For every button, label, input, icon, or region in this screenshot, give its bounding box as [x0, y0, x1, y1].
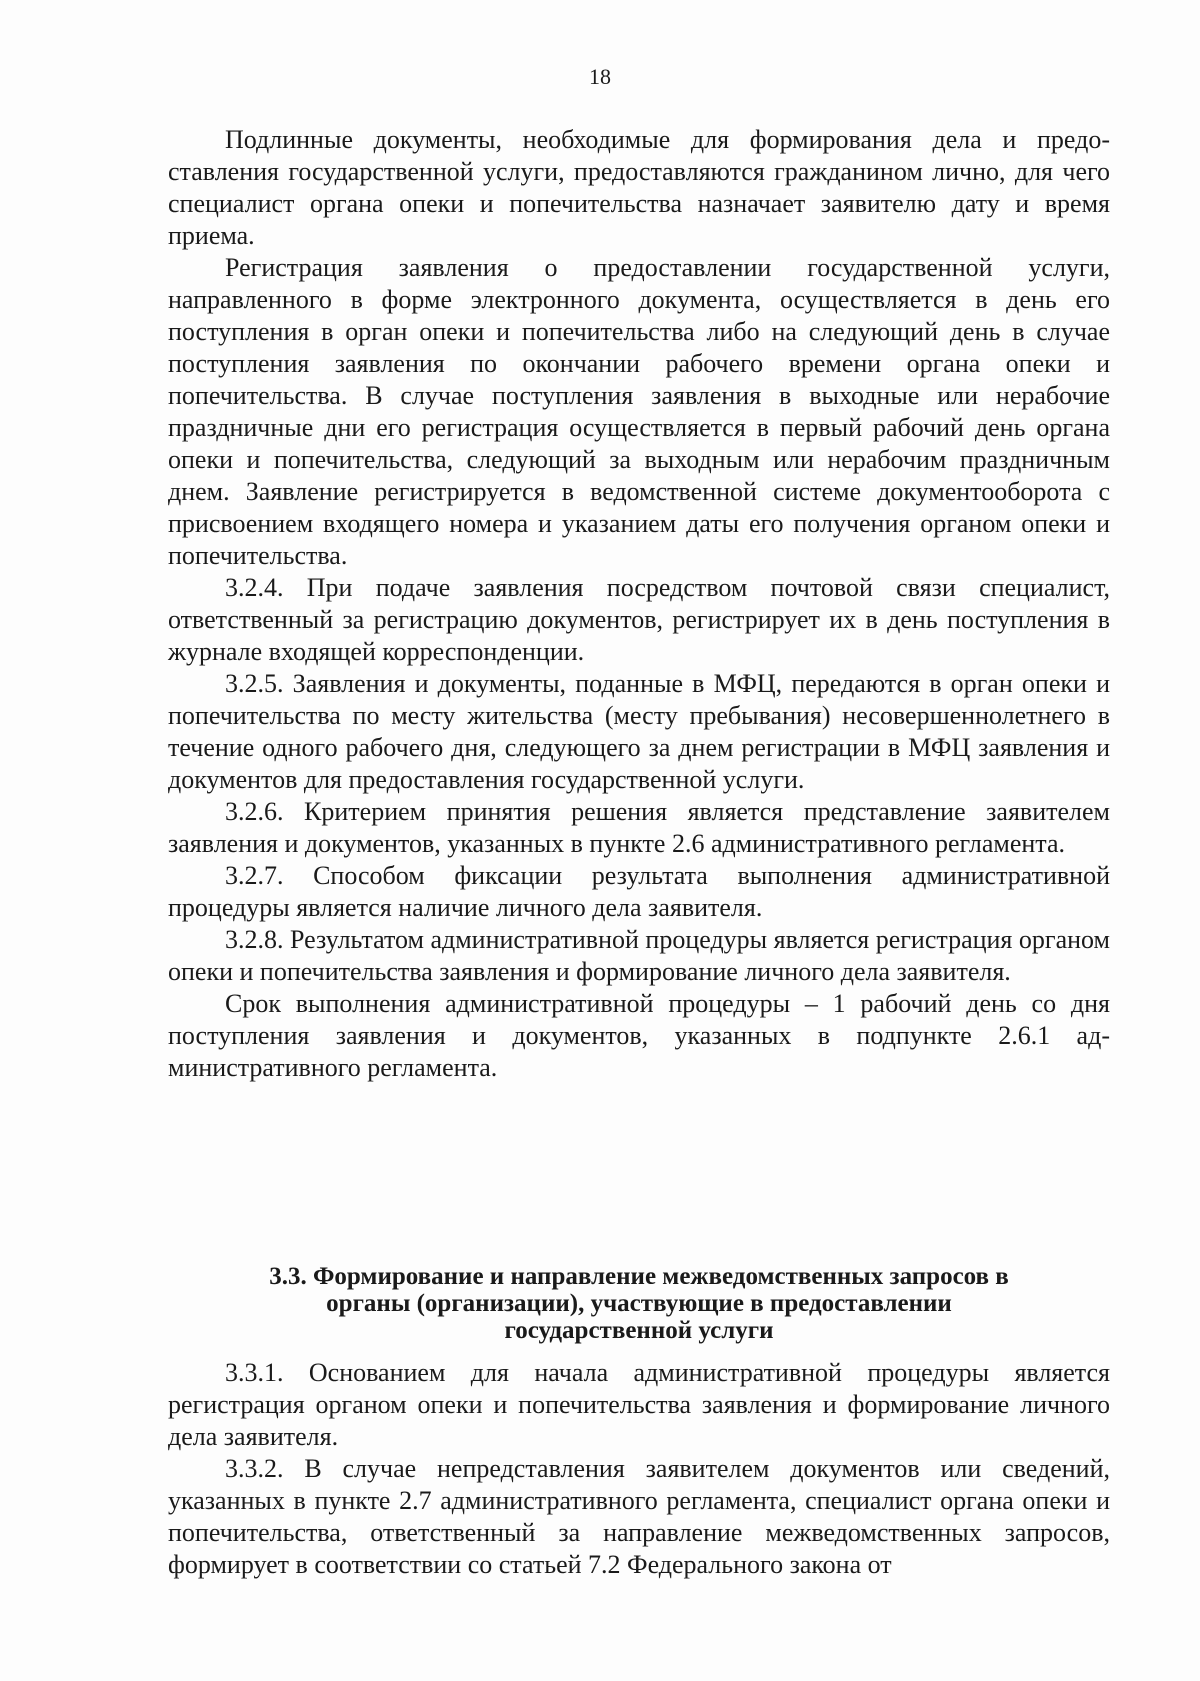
section-heading-line: органы (организации), участвующие в предоставлении	[326, 1290, 952, 1317]
body-text	[168, 124, 1110, 1084]
paragraph-3-3-1: 3.3.1. Основанием для начала административной процедуры является регистрация органом опеки и попечительства заявления и формирование личного дела заявителя.	[168, 1358, 1110, 1451]
section-heading-3-3	[168, 1263, 1110, 1344]
section-heading-line: государственной услуги	[504, 1317, 774, 1344]
paragraph-deadline: Срок выполнения административной процедуры – 1 рабочий день со дня поступления заявления и документов, указанных в подпункте 2.6.1 административного регламента.	[168, 989, 1110, 1082]
paragraph-3-2-4: 3.2.4. При подаче заявления посредством почтовой связи специалист, ответственный за регистрацию документов, регистрирует их в день поступления в журнале входящей корреспонденции.	[168, 573, 1110, 666]
page-number: 18	[589, 64, 611, 89]
paragraph-original-documents: Подлинные документы, необходимые для формирования дела и предоставления государственной услуги, предоставляются гражданином лично, для чего специалист органа опеки и попечительства назначает заявителю дату и время приема.	[168, 125, 1110, 250]
paragraph-3-2-7: 3.2.7. Способом фиксации результата выполнения административной процедуры является наличие личного дела заявителя.	[168, 861, 1110, 922]
paragraph-registration-electronic: Регистрация заявления о предоставлении государственной услуги, направленного в форме электронного документа, осуществляется в день его поступления в орган опеки и попечительства либо на следующий день в случае поступления заявления по окончании рабочего времени органа опеки и попечительства. В случае поступления заявления в выходные или нерабочие праздничные дни его регистрация осуществляется в первый рабочий день органа опеки и попечительства, следующий за выходным или нерабочим праздничным днем. Заявление регистрируется в ведомственной системе документооборота с присвоением входящего номера и указанием даты его получения органом опеки и попечительства.	[168, 253, 1110, 570]
paragraph-3-2-6: 3.2.6. Критерием принятия решения является представление заявителем заявления и документов, указанных в пункте 2.6 административного регламента.	[168, 797, 1110, 858]
paragraph-3-2-8: 3.2.8. Результатом административной процедуры является регистрация органом опеки и попечительства заявления и формирование личного дела заявителя.	[168, 925, 1110, 986]
section-text	[168, 1357, 1110, 1581]
paragraph-3-3-2: 3.3.2. В случае непредставления заявителем документов или сведений, указанных в пункте 2.7 административного регламента, специалист органа опеки и попечительства, ответственный за направление межведомственных запросов, формирует в соответствии со статьей 7.2 Федерального закона от	[168, 1454, 1110, 1579]
section-heading-line: 3.3. Формирование и направление межведомственных запросов в	[269, 1263, 1009, 1290]
paragraph-3-2-5: 3.2.5. Заявления и документы, поданные в МФЦ, передаются в орган опеки и попечительства по месту жительства (месту пребывания) несовершеннолетнего в течение одного рабочего дня, следующего за днем регистрации в МФЦ заявления и документов для предоставления государственной услуги.	[168, 669, 1110, 794]
